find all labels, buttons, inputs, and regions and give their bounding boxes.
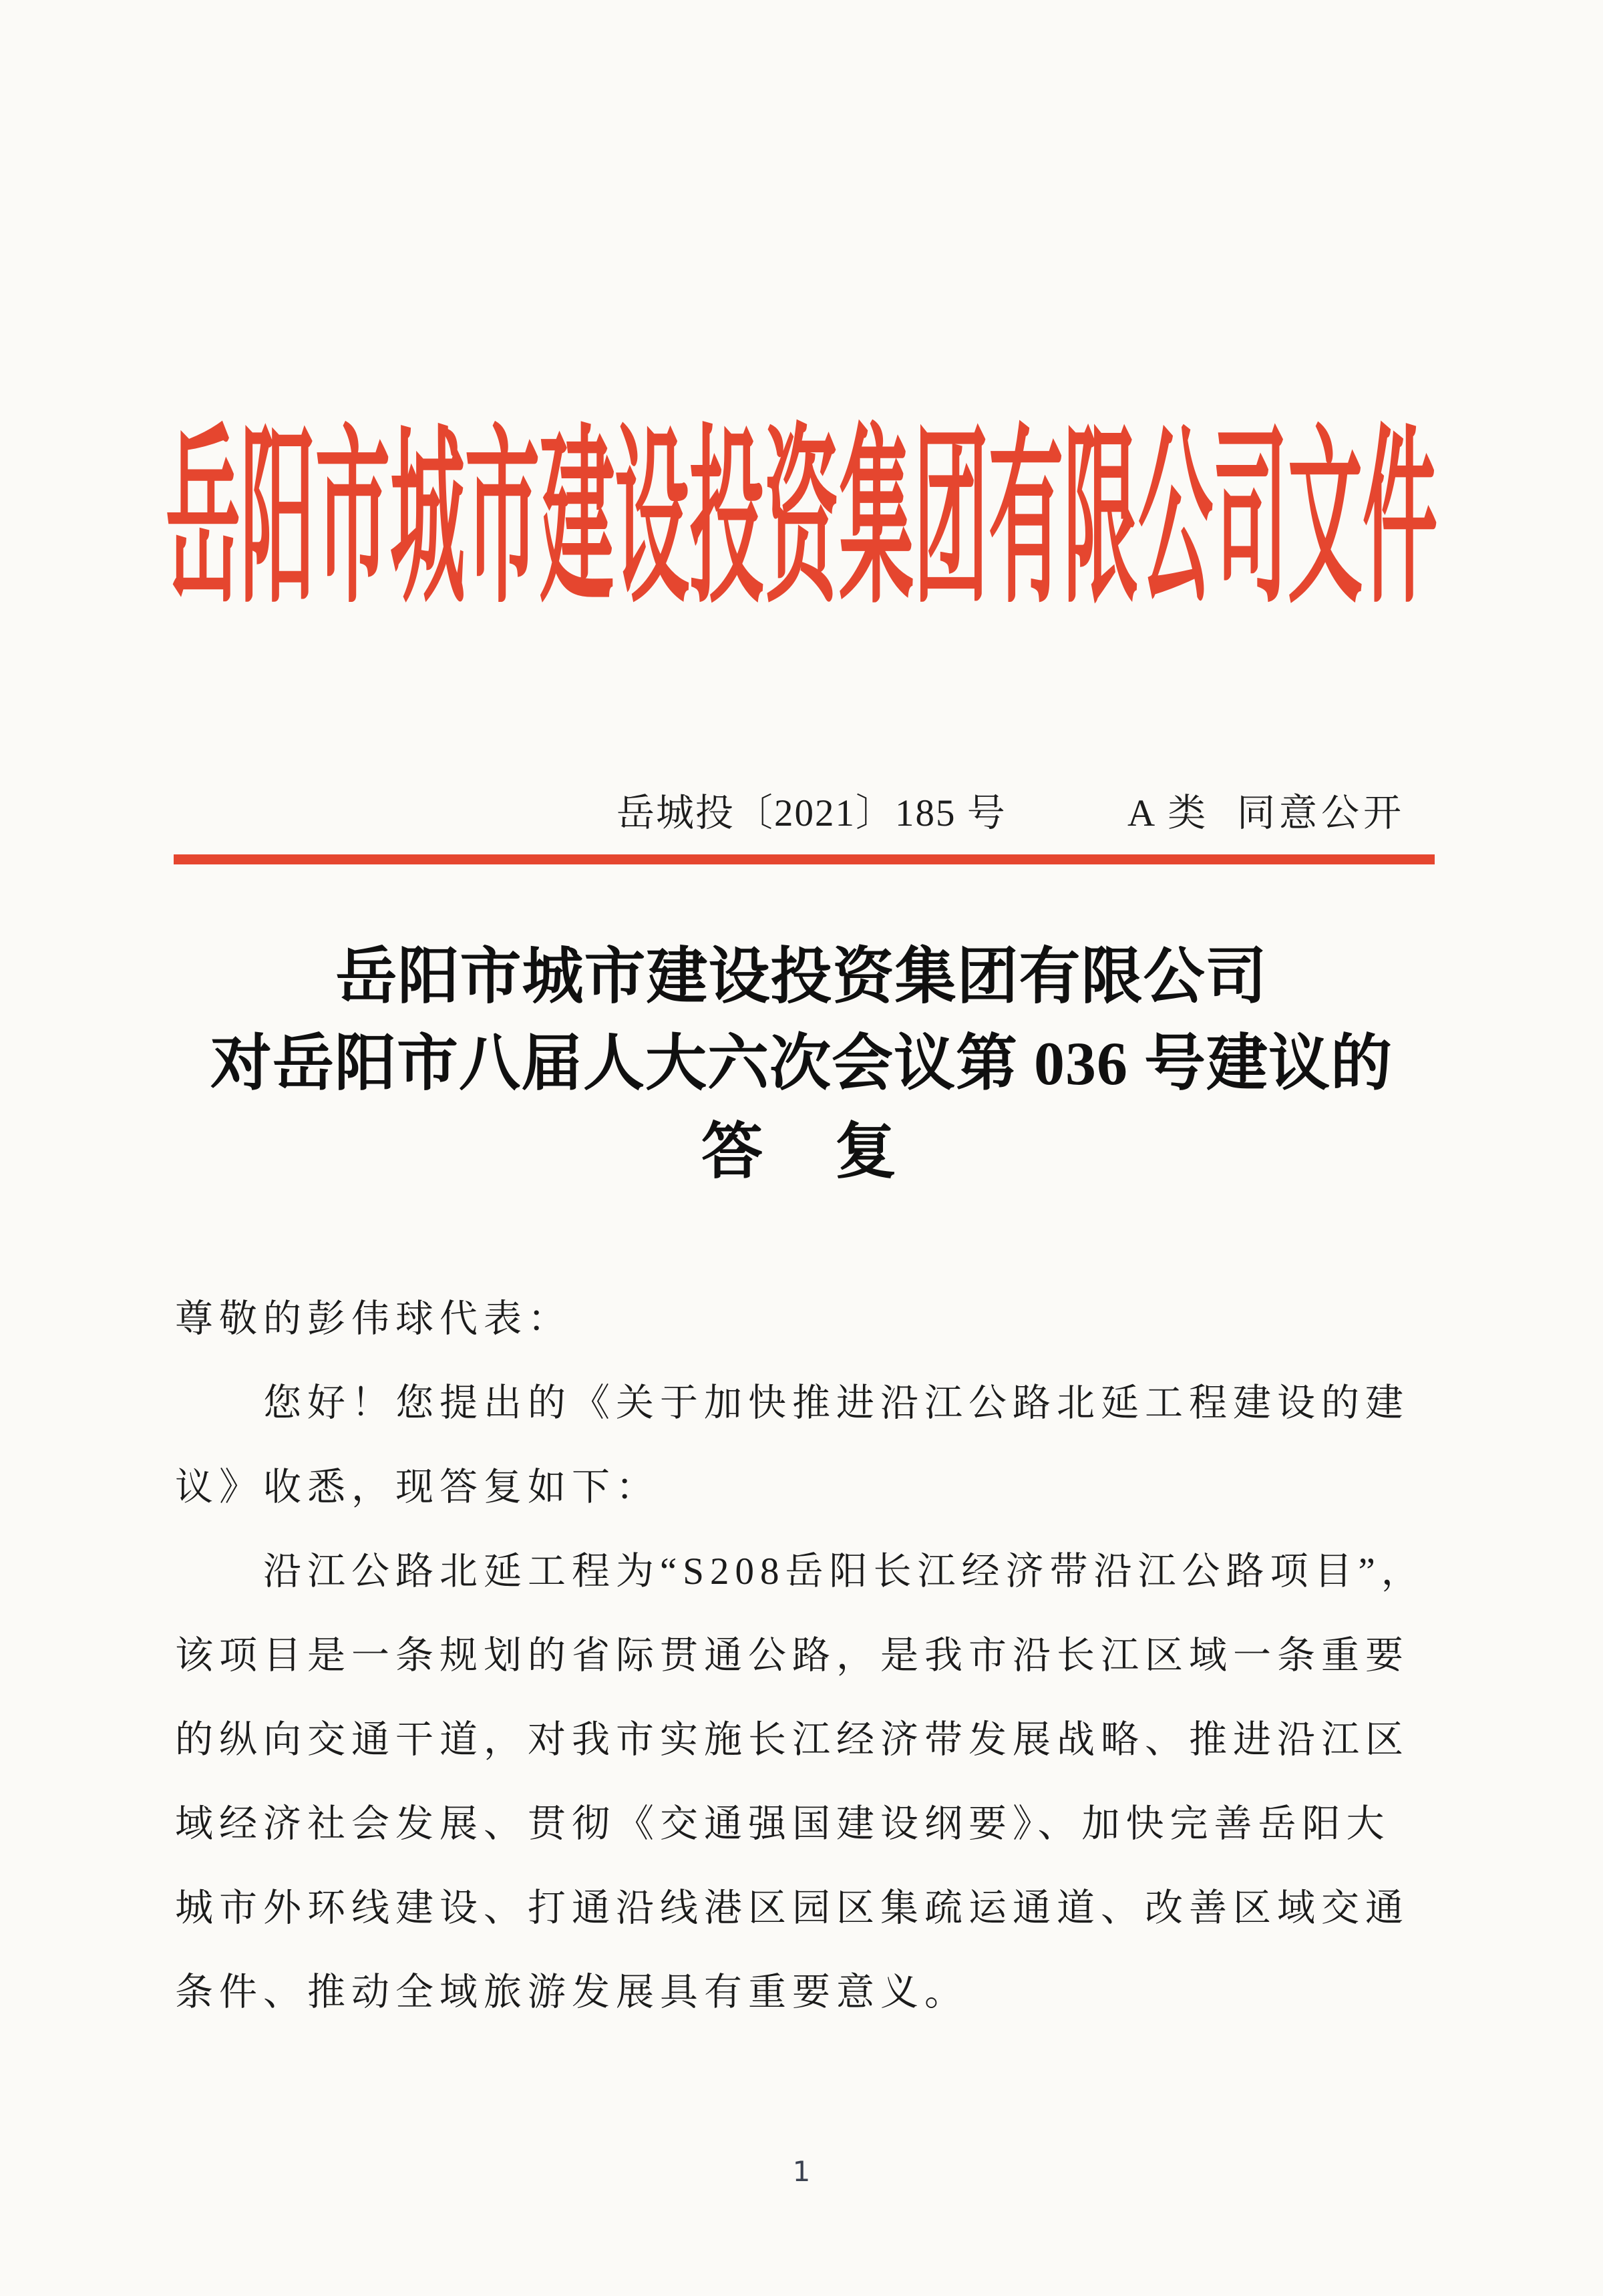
body-line: 该项目是一条规划的省际贯通公路，是我市沿长江区域一条重要 [175, 1635, 1409, 1677]
body-line: 沿江公路北延工程为“S208岳阳长江经济带沿江公路项目”， [263, 1550, 1425, 1593]
body-line: 议》收悉，现答复如下： [175, 1466, 660, 1508]
publicity-label: 同意公开 [1237, 792, 1405, 834]
body-line: 域经济社会发展、贯彻《交通强国建设纲要》、加快完善岳阳大 [175, 1803, 1391, 1845]
letterhead-title: 岳阳市城市建设投资集团有限公司文件 [166, 415, 1437, 627]
doc-title-line-1: 岳阳市城市建设投资集团有限公司 [335, 943, 1268, 1011]
red-divider-rule [174, 854, 1435, 864]
body-line: 的纵向交通干道，对我市实施长江经济带发展战略、推进沿江区 [175, 1719, 1409, 1761]
doc-number: 岳城投〔2021〕185 号 [616, 792, 1007, 834]
body-text-block [175, 1277, 1425, 2035]
body-line: 条件、推动全域旅游发展具有重要意义。 [175, 1971, 968, 2013]
doc-title-line-2: 对岳阳市八届人大六次会议第 036 号建议的 [210, 1029, 1393, 1098]
page-number: 1 [792, 2155, 811, 2188]
body-line: 您好！您提出的《关于加快推进沿江公路北延工程建设的建 [263, 1382, 1409, 1424]
doc-title-line-3: 答 复 [701, 1118, 902, 1186]
doc-meta-row [0, 792, 1603, 835]
salutation: 尊敬的彭伟球代表： [175, 1298, 572, 1340]
letterhead-banner [0, 415, 1603, 627]
classification-label: A 类 [1127, 792, 1209, 834]
body-line: 城市外环线建设、打通沿线港区园区集疏运通道、改善区域交通 [175, 1887, 1409, 1929]
